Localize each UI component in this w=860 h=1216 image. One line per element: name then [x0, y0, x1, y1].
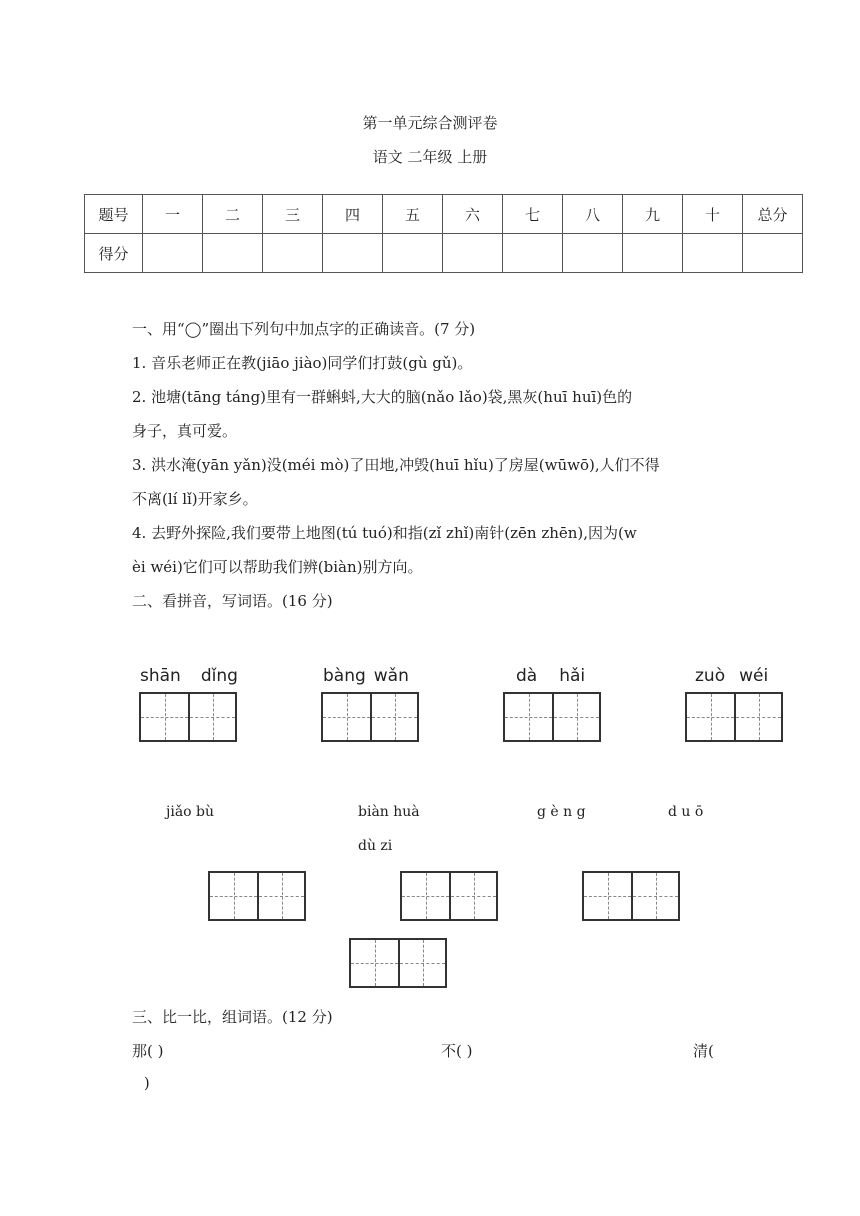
writing-cell[interactable]: [687, 694, 734, 740]
writing-cell[interactable]: [188, 694, 235, 740]
question-line: 身子，真可爱。: [132, 422, 238, 440]
score-value-cell[interactable]: [623, 234, 683, 273]
pinyin-label: g è n g: [537, 804, 586, 820]
writing-cell[interactable]: [505, 694, 552, 740]
score-value-cell[interactable]: [323, 234, 383, 273]
compare-item: 清(: [693, 1042, 714, 1060]
writing-cell[interactable]: [323, 694, 370, 740]
score-value-cell[interactable]: [743, 234, 803, 273]
writing-cell[interactable]: [257, 873, 304, 919]
question-line: 4. 去野外探险,我们要带上地图(tú tuó)和指(zǐ zhǐ)南针(zēn zhēn),因为(w: [132, 524, 637, 542]
score-header-cell: 四: [323, 195, 383, 234]
score-value-cell[interactable]: [503, 234, 563, 273]
writing-cell[interactable]: [449, 873, 496, 919]
score-value-cell[interactable]: [383, 234, 443, 273]
score-value-row: [85, 234, 803, 273]
score-header-cell: 三: [263, 195, 323, 234]
pinyin-label: shān dǐng: [140, 666, 238, 686]
score-header-cell: 七: [503, 195, 563, 234]
section2-heading: 二、看拼音，写词语。(16 分): [132, 592, 333, 610]
score-label-cell: 得分: [85, 234, 143, 273]
question-line: èi wéi)它们可以帮助我们辨(biàn)别方向。: [132, 558, 423, 576]
score-value-cell[interactable]: [443, 234, 503, 273]
compare-item: 那( ): [132, 1042, 164, 1060]
writing-grid[interactable]: [208, 871, 306, 921]
score-header-cell: 五: [383, 195, 443, 234]
question-line: 1. 音乐老师正在教(jiāo jiào)同学们打鼓(gù gǔ)。: [132, 354, 473, 372]
score-value-cell[interactable]: [263, 234, 323, 273]
score-header-cell: 一: [143, 195, 203, 234]
score-header-cell: 八: [563, 195, 623, 234]
writing-grid[interactable]: [321, 692, 419, 742]
writing-cell[interactable]: [402, 873, 449, 919]
score-value-cell[interactable]: [683, 234, 743, 273]
score-header-cell: 二: [203, 195, 263, 234]
writing-cell[interactable]: [370, 694, 417, 740]
pinyin-label: bàng wǎn: [323, 666, 409, 686]
pinyin-label: zuò wéi: [695, 666, 769, 686]
writing-cell[interactable]: [351, 940, 398, 986]
writing-cell[interactable]: [141, 694, 188, 740]
score-value-cell[interactable]: [203, 234, 263, 273]
writing-cell[interactable]: [584, 873, 631, 919]
writing-cell[interactable]: [210, 873, 257, 919]
writing-grid[interactable]: [349, 938, 447, 988]
pinyin-label: d u ō: [668, 804, 704, 820]
score-header-cell: 六: [443, 195, 503, 234]
score-table: [84, 194, 803, 273]
writing-cell[interactable]: [398, 940, 445, 986]
score-value-cell[interactable]: [143, 234, 203, 273]
compare-item: 不( ): [441, 1042, 473, 1060]
writing-cell[interactable]: [552, 694, 599, 740]
score-value-cell[interactable]: [563, 234, 623, 273]
score-header-cell: 总分: [743, 195, 803, 234]
score-header-cell: 九: [623, 195, 683, 234]
writing-cell[interactable]: [631, 873, 678, 919]
score-header-cell: 十: [683, 195, 743, 234]
page-subtitle: 语文 二年级 上册: [372, 148, 488, 166]
question-line: 2. 池塘(tāng táng)里有一群蝌蚪,大大的脑(nǎo lǎo)袋,黑灰(huī huī)色的: [132, 388, 633, 406]
pinyin-label: dù zi: [358, 838, 393, 854]
pinyin-label: biàn huà: [358, 804, 420, 820]
writing-grid[interactable]: [685, 692, 783, 742]
score-header-row: [85, 195, 803, 234]
compare-item: ): [120, 1074, 150, 1092]
writing-grid[interactable]: [139, 692, 237, 742]
writing-cell[interactable]: [734, 694, 781, 740]
writing-grid[interactable]: [503, 692, 601, 742]
page-title: 第一单元综合测评卷: [362, 114, 498, 132]
section1-heading: 一、用“◯”圈出下列句中加点字的正确读音。(7 分): [132, 320, 476, 338]
writing-grid[interactable]: [400, 871, 498, 921]
pinyin-label: jiǎo bù: [166, 804, 215, 820]
section3-heading: 三、比一比，组词语。(12 分): [132, 1008, 333, 1026]
score-header-cell: 题号: [85, 195, 143, 234]
question-line: 3. 洪水淹(yān yǎn)没(méi mò)了田地,冲毁(huī hǐu)了房屋(wūwō),人们不得: [132, 456, 660, 474]
writing-grid[interactable]: [582, 871, 680, 921]
pinyin-label: dà hǎi: [516, 666, 586, 686]
question-line: 不离(lí lǐ)开家乡。: [132, 490, 258, 508]
